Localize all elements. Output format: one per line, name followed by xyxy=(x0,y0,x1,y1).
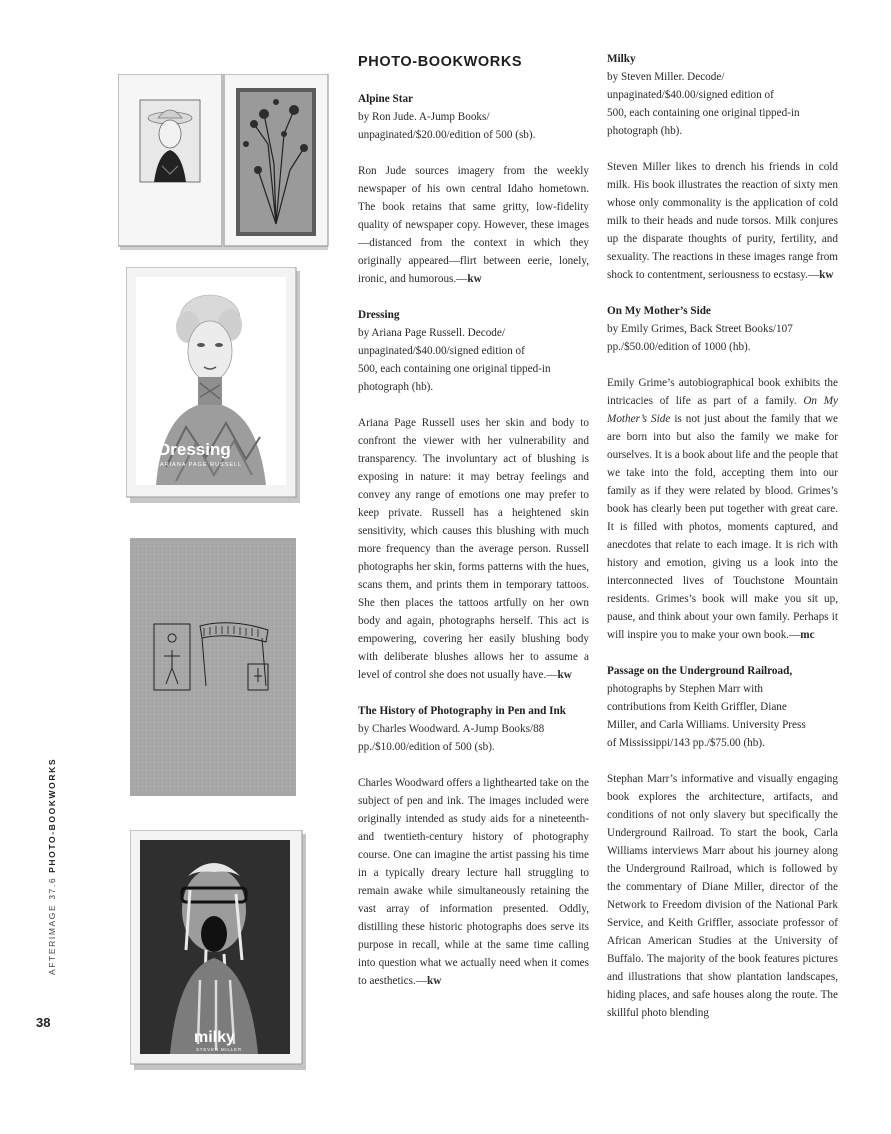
entry-meta: photograph (hb). xyxy=(358,381,434,393)
entry-title: On My Mother’s Side xyxy=(607,305,711,317)
entry-meta: of Mississippi/143 pp./$75.00 (hb). xyxy=(607,737,765,749)
entry-review: Ariana Page Russell uses her skin and body to confront the viewer with her vulnerability and transparency. The involuntary act of blushing is exposing in nature: it may betray feelings and convey any range of emotions one may prefer to keep private. Russell has a heightened skin sensitivity, which causes this blushing with much more frequency than the average person. Russell photographs her skin, forms patterns with the hues, scans them, and prints them in temporary tattoos. She then places the tattoos artfully on her own body and again, photographs herself. This act is empowering, covering her easily blushing body with deliberate blushes allows her to assume a level of control she does not usually have.—kw xyxy=(358,417,589,681)
entry-title: Passage on the Underground Railroad, xyxy=(607,665,793,677)
entry-meta: by Emily Grimes, Back Street Books/107 xyxy=(607,323,793,335)
entry-meta: by Steven Miller. Decode/ xyxy=(607,71,725,83)
reviewer-initials: kw xyxy=(557,669,572,681)
entry-title: Milky xyxy=(607,53,636,65)
entry-title: Alpine Star xyxy=(358,93,414,105)
entry-meta: by Ron Jude. A-Jump Books/ xyxy=(358,111,490,123)
entry-on-my-mothers-side xyxy=(607,302,838,644)
entry-meta: 500, each containing one original tipped-in xyxy=(607,107,800,119)
entry-review: Ron Jude sources imagery from the weekly newspaper of his own central Idaho hometown. The book retains that same gritty, low-fidelity quality of newspaper copy. However, these images—distanced from the context in which they originally appeared—flirt between eerie, lonely, ironic, and humorous.—kw xyxy=(358,165,589,285)
entry-meta: Miller, and Carla Williams. University Press xyxy=(607,719,806,731)
running-footer xyxy=(47,758,57,975)
entry-meta: by Charles Woodward. A-Jump Books/88 xyxy=(358,723,545,735)
entry-meta: pp./$50.00/edition of 1000 (hb). xyxy=(607,341,751,353)
alpine-star-book-image xyxy=(118,74,330,252)
entry-meta: by Ariana Page Russell. Decode/ xyxy=(358,327,505,339)
entry-milky xyxy=(607,50,838,284)
history-of-photography-book-cover xyxy=(130,538,296,796)
reviewer-initials: kw xyxy=(426,975,442,987)
entry-meta: contributions from Keith Griffler, Diane xyxy=(607,701,787,713)
dressing-cover-author: ARIANA PAGE RUSSELL xyxy=(160,462,243,468)
entry-history-of-photography xyxy=(358,702,589,990)
section-title: PHOTO-BOOKWORKS xyxy=(358,54,523,70)
milky-book-cover xyxy=(130,830,306,1070)
entry-alpine-star xyxy=(358,90,589,288)
reviewer-initials: mc xyxy=(800,629,815,641)
dressing-cover-title: Dressing xyxy=(158,440,231,459)
dressing-book-cover xyxy=(126,267,300,503)
page-number: 38 xyxy=(36,1015,51,1030)
entry-meta: unpaginated/$20.00/edition of 500 (sb). xyxy=(358,129,536,141)
entry-passage-underground-railroad xyxy=(607,662,838,1022)
entry-dressing xyxy=(358,306,589,684)
entry-meta: 500, each containing one original tipped-in xyxy=(358,363,551,375)
book-title-italic: On My Mother’s Side xyxy=(607,395,838,425)
running-section: PHOTO-BOOKWORKS xyxy=(47,757,57,873)
entry-meta: photographs by Stephen Marr with xyxy=(607,683,763,695)
entry-review: Emily Grime’s autobiographical book exhibits the intricacies of life as part of a family. On My Mother’s Side is not just about the family that we are born into but also the family we make for ourselves. It is a book about life and the people that we take into the fold, accepting them into our family as if they were related by blood. Grimes’s book has clearly been put together with great care. It is filled with photos, moments captured, and anecdotes that relate to each image. It is rich with history and emotion, giving us a look into the interconnected lives of Touchstone Mountain residents. Grimes’s book will make you sit up, pause, and think about your own family. Perhaps it will inspire you to make your own book.—mc xyxy=(607,377,838,641)
entry-meta: unpaginated/$40.00/signed edition of xyxy=(358,345,525,357)
entry-meta: unpaginated/$40.00/signed edition of xyxy=(607,89,774,101)
reviewer-initials: kw xyxy=(467,273,482,285)
milky-cover-title: milky xyxy=(194,1029,235,1046)
text-column-left xyxy=(358,52,589,1008)
entry-title: The History of Photography in Pen and Ink xyxy=(358,705,566,717)
milky-cover-author: STEVEN MILLER xyxy=(196,1047,242,1052)
magazine-issue: AFTERIMAGE 37.6 xyxy=(47,876,57,975)
entry-review: Charles Woodward offers a lighthearted take on the subject of pen and ink. The images included were originally intended as study aids for a nineteenth- and twentieth-century history of photography course. One can imagine the artist passing his time in a typically dreary lecture hall struggling to remain awake while simultaneously retaining the vast array of information presented. Oddly, distilling these historic photographs does serve its purpose in recall, while at the same time calling into question what we actually need when it comes to aesthetics.—kw xyxy=(358,777,589,987)
entry-title: Dressing xyxy=(358,309,400,321)
text-column-right xyxy=(607,50,838,1040)
entry-review: Stephan Marr’s informative and visually engaging book explores the architecture, artifacts, and conditions of not only slavery but specifically the Underground Railroad. To start the book, Carla Williams interviews Marr about his journey along the Underground Railroad, which is followed by the commentary of Diane Miller, director of the Network to Freedom division of the National Park Service, and Keith Griffler, associate professor of African American Studies at the University of Buffalo. The majority of the book features pictures and illustrations that show plantation landscapes, hiding places, and safe houses along the route. The skillful photo blending xyxy=(607,773,838,1019)
entry-meta: pp./$10.00/edition of 500 (sb). xyxy=(358,741,495,753)
reviewer-initials: kw xyxy=(819,269,834,281)
entry-meta: photograph (hb). xyxy=(607,125,683,137)
entry-review: Steven Miller likes to drench his friends in cold milk. His book illustrates the reaction of sixty men whose only commonality is the application of cold milk to their heads and nude torsos. Milk conjures up the disparate thoughts of purity, fertility, and sexuality. The reactions in these images range from shock to contentment, seriousness to ecstasy.—kw xyxy=(607,161,838,281)
